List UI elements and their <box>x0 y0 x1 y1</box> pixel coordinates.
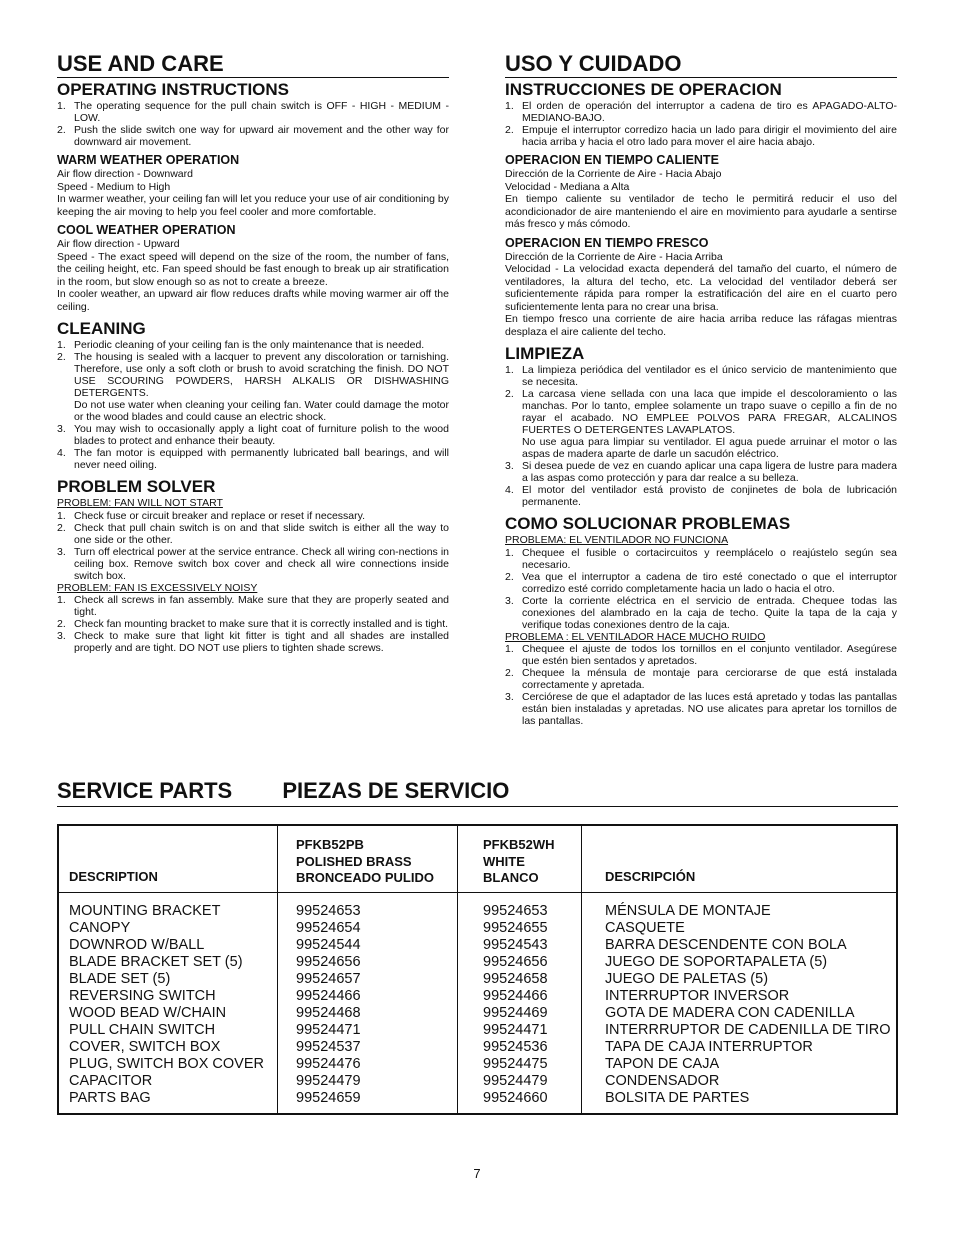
table-cell: INTERRRUPTOR DE CADENILLA DE TIRO <box>605 1022 891 1038</box>
table-cell: PULL CHAIN SWITCH <box>69 1022 216 1038</box>
list-item: 1. The operating sequence for the pull chain switch is OFF - HIGH - MEDIUM - LOW. <box>57 100 449 124</box>
table-cell: 99524654 <box>296 920 361 936</box>
caliente-direction: Dirección de la Corriente de Aire - Hacia Abajo <box>505 168 722 180</box>
cool-weather-heading: COOL WEATHER OPERATION <box>57 223 236 237</box>
operating-instructions-heading: OPERATING INSTRUCTIONS <box>57 80 290 99</box>
table-cell: 99524655 <box>483 920 548 936</box>
table-cell: BARRA DESCENDENTE CON BOLA <box>605 937 847 953</box>
spanish-column <box>505 52 897 727</box>
table-cell: TAPON DE CAJA <box>605 1056 720 1072</box>
instrucciones-heading: INSTRUCCIONES DE OPERACION <box>505 80 782 99</box>
table-cell: 99524653 <box>296 903 361 919</box>
problem-not-start: PROBLEM: FAN WILL NOT START <box>57 497 223 509</box>
descripcion-header: DESCRIPCIÓN <box>605 869 696 884</box>
cool-text: In cooler weather, an upward air flow reduces drafts while moving warmer air off the ceiling. <box>57 288 449 313</box>
list-item: 3. Corte la corriente eléctrica en el servicio de entrada. Chequee todas las conexiones del alambrado en la caja de techo. Quite la tapa de la caja y verifique todas conexiones dentro de la caja. <box>505 594 897 631</box>
list-item: 2. Vea que el interruptor a cadena de tiro esté conectado o que el interruptor corredizo esté corrido completamente hacia un lado o hacia el otro. <box>505 570 897 595</box>
table-cell: 99524658 <box>483 971 548 987</box>
wh-finish-es-header: BLANCO <box>483 870 539 885</box>
table-cell: 99524466 <box>483 988 548 1004</box>
operating-list <box>57 100 449 148</box>
table-cell: 99524536 <box>483 1039 548 1055</box>
wh-finish-header: WHITE <box>483 853 525 869</box>
table-cell: 99524476 <box>296 1056 361 1072</box>
english-column <box>57 52 449 654</box>
solucionar-problemas-heading: COMO SOLUCIONAR PROBLEMAS <box>505 514 791 533</box>
wh-cells <box>483 903 578 1107</box>
table-cell: 99524660 <box>483 1090 548 1106</box>
list-item: 2. La carcasa viene sellada con una laca que impide el descoloramiento o las manchas. Por lo tanto, emplee solamente un trapo suave o cepillo a fin de no rayar el acabado. NO EMPLEE POLVOS PARA FREGAR, ALCALINOS FUERTES O DETERGENTES LAVAPLATOS. No use agua para limpiar su ventilador. El agua puede arruinar el motor o las aspas de madera aparte de darle un sacudón eléctrico. <box>505 388 897 460</box>
page-number: 7 <box>473 1166 481 1181</box>
list-item: 2. Check fan mounting bracket to make sure that it is correctly installed and is tight. <box>57 618 449 630</box>
table-cell: CANOPY <box>69 920 131 936</box>
table-cell: CAPACITOR <box>69 1073 153 1089</box>
list-item: 2. Push the slide switch one way for upward air movement and the other way for downward air movement. <box>57 124 449 148</box>
cleaning-heading: CLEANING <box>57 319 146 338</box>
table-cell: COVER, SWITCH BOX <box>69 1039 221 1055</box>
use-and-care-title: USE AND CARE <box>57 52 449 78</box>
fresco-text: En tiempo fresco una corriente de aire hacia arriba reduce las ráfagas mientras desplaza el aire caliente del techo. <box>505 313 897 338</box>
table-cell: 99524656 <box>296 954 361 970</box>
list-item: 1. La limpieza periódica del ventilador es el único servicio de mantenimiento que se necesita. <box>505 364 897 388</box>
table-cell: GOTA DE MADERA CON CADENILLA <box>605 1005 855 1021</box>
wh-column <box>457 826 582 1113</box>
parts-table <box>57 824 898 1115</box>
table-cell: PARTS BAG <box>69 1090 151 1106</box>
cool-speed: Speed - The exact speed will depend on the size of the room, the number of fans, the ceiling height, etc. Fan speed should be fast enough to break up air stratification in the room, but slow enough so as not to create a breeze. <box>57 250 449 288</box>
warm-direction: Air flow direction - Downward <box>57 168 193 180</box>
list-item: 4. El motor del ventilador está provisto de conjinetes de bola de lubricación permanente. <box>505 484 897 508</box>
warm-text: In warmer weather, your ceiling fan will let you reduce your use of air conditioning by keeping the air moving to help you feel cooler and more comfortable. <box>57 193 449 218</box>
list-item: 2. Empuje el interruptor corredizo hacia un lado para dirigir el movimiento del aire hacia arriba y hacia el otro lado para mover el aire hacia abajo. <box>505 124 897 148</box>
table-cell: 99524657 <box>296 971 361 987</box>
table-cell: MÉNSULA DE MONTAJE <box>605 903 771 919</box>
list-item: 4. The fan motor is equipped with permanently lubricated ball bearings, and will never need oiling. <box>57 447 449 471</box>
table-cell: 99524466 <box>296 988 361 1004</box>
table-cell: 99524469 <box>483 1005 548 1021</box>
limpieza-heading: LIMPIEZA <box>505 344 585 363</box>
fresco-direction: Dirección de la Corriente de Aire - Hacia Arriba <box>505 250 723 263</box>
table-cell: 99524659 <box>296 1090 361 1106</box>
table-cell: 99524479 <box>296 1073 361 1089</box>
list-item: 2. The housing is sealed with a lacquer to prevent any discoloration or tarnishing. Therefore, use only a soft cloth or brush to avoid scratching the finish. DO NOT USE SCOURING POWDERS, HARSH ALKALIS OR DISHWASHING DETERGENTS. Do not use water when cleaning your ceiling fan. Water could damage the motor or the wood blades and could cause an electric shock. <box>57 351 449 423</box>
pb-finish-es-header: BRONCEADO PULIDO <box>296 870 434 885</box>
problema2-list <box>505 643 897 727</box>
tiempo-caliente-heading: OPERACION EN TIEMPO CALIENTE <box>505 153 719 167</box>
descripcion-cells <box>605 903 892 1107</box>
table-cell: REVERSING SWITCH <box>69 988 216 1004</box>
list-item: 1. Check fuse or circuit breaker and replace or reset if necessary. <box>57 509 366 522</box>
list-item: 2. Chequee la ménsula de montaje para cerciorarse de que está instalada correctamente y apretada. <box>505 667 897 691</box>
service-parts-title-en: SERVICE PARTS <box>57 778 233 803</box>
table-cell: CONDENSADOR <box>605 1073 720 1089</box>
warm-weather-heading: WARM WEATHER OPERATION <box>57 153 240 167</box>
description-header: DESCRIPTION <box>69 869 158 884</box>
list-item: 2. Check that pull chain switch is on and that slide switch is either all the way to one side or the other. <box>57 521 449 546</box>
list-item: 3. You may wish to occasionally apply a light coat of furniture polish to the wood blades to protect and enhance their beauty. <box>57 423 449 447</box>
service-parts-title-es: PIEZAS DE SERVICIO <box>282 778 510 803</box>
service-parts-title <box>57 778 898 807</box>
pb-finish-header: POLISHED BRASS <box>296 853 412 869</box>
table-cell: 99524656 <box>483 954 548 970</box>
table-cell: CASQUETE <box>605 920 685 936</box>
caliente-speed: Velocidad - Mediana a Alta <box>505 180 630 193</box>
list-item: 3. Cerciórese de que el adaptador de las luces está apretado y todas las pantallas están bien instaladas y apretadas. NO use alicates para apretar los tornillos de las pantallas. <box>505 691 897 727</box>
table-cell: BLADE BRACKET SET (5) <box>69 954 243 970</box>
fresco-speed: Velocidad - La velocidad exacta dependerá del tamaño del cuarto, el número de ventiladores, la altura del techo, etc. La velocidad del ventilador deberá ser suficientemente rápida para romper la estratificación del aire en el cuarto pero suficientemente lenta para no crear una brisa. <box>505 263 897 313</box>
cool-direction: Air flow direction - Upward <box>57 238 180 250</box>
list-item: 1. Check all screws in fan assembly. Make sure that they are properly seated and tight. <box>57 594 449 618</box>
table-cell: 99524544 <box>296 937 361 953</box>
caliente-text: En tiempo caliente su ventilador de techo le permitirá reducir el uso del acondicionador de aire manteniendo el aire en movimiento para ayudarle a sentirse más fresco y más cómodo. <box>505 193 897 230</box>
list-item: 1. Chequee el fusible o cortacircuitos y reemplácelo o reajústelo según sea necesario. <box>505 546 897 571</box>
table-cell: 99524471 <box>483 1022 548 1038</box>
pb-model-header: PFKB52PB <box>296 837 364 852</box>
problema1-list <box>505 547 897 631</box>
table-cell: JUEGO DE SOPORTAPALETA (5) <box>605 954 828 970</box>
problem2-list <box>57 594 449 654</box>
table-cell: 99524479 <box>483 1073 548 1089</box>
table-cell: 99524468 <box>296 1005 361 1021</box>
problema-no-funciona: PROBLEMA: EL VENTILADOR NO FUNCIONA <box>505 534 729 546</box>
table-cell: BLADE SET (5) <box>69 971 171 987</box>
table-cell: 99524475 <box>483 1056 548 1072</box>
cleaning-list <box>57 339 449 471</box>
table-cell: INTERRUPTOR INVERSOR <box>605 988 790 1004</box>
description-column <box>59 826 277 1113</box>
table-cell: 99524537 <box>296 1039 361 1055</box>
warm-speed: Speed - Medium to High <box>57 180 171 193</box>
operacion-list <box>505 100 897 148</box>
list-item: 1. El orden de operación del interruptor a cadena de tiro es APAGADO-ALTO-MEDIANO-BAJO. <box>505 100 897 124</box>
descripcion-column <box>581 826 896 1113</box>
problem-solver-heading: PROBLEM SOLVER <box>57 477 216 496</box>
problema-ruido: PROBLEMA : EL VENTILADOR HACE MUCHO RUIDO <box>505 630 766 643</box>
uso-y-cuidado-title: USO Y CUIDADO <box>505 52 897 78</box>
pb-cells <box>296 903 454 1107</box>
list-item: 1. Chequee el ajuste de todos los tornillos en el conjunto ventilador. Asegúrese que estén bien sentados y apretados. <box>505 643 897 667</box>
table-cell: JUEGO DE PALETAS (5) <box>605 971 769 987</box>
list-item: 3. Si desea puede de vez en cuando aplicar una capa ligera de lustre para madera a las aspas como protección y para dar realce a su belleza. <box>505 460 897 484</box>
table-cell: MOUNTING BRACKET <box>69 903 221 919</box>
list-item: 3. Check to make sure that light kit fitter is tight and all shades are installed properly and are tight. DO NOT use pliers to tighten shade screws. <box>57 630 449 654</box>
table-cell: 99524543 <box>483 937 548 953</box>
table-cell: PLUG, SWITCH BOX COVER <box>69 1056 264 1072</box>
table-cell: WOOD BEAD W/CHAIN <box>69 1005 227 1021</box>
list-item: 3. Turn off electrical power at the service entrance. Check all wiring con-nections in ceiling box. Remove switch box cover and check all wire connections inside switch box. <box>57 545 449 582</box>
wh-model-header: PFKB52WH <box>483 837 555 852</box>
tiempo-fresco-heading: OPERACION EN TIEMPO FRESCO <box>505 235 709 250</box>
pb-column <box>277 826 458 1113</box>
table-cell: TAPA DE CAJA INTERRUPTOR <box>605 1039 813 1055</box>
table-cell: DOWNROD W/BALL <box>69 937 205 953</box>
table-cell: 99524653 <box>483 903 548 919</box>
table-cell: BOLSITA DE PARTES <box>605 1090 750 1106</box>
problem1-list <box>57 510 449 582</box>
description-cells <box>69 903 273 1107</box>
limpieza-list <box>505 364 897 508</box>
problem-noisy: PROBLEM: FAN IS EXCESSIVELY NOISY <box>57 581 258 594</box>
table-cell: 99524471 <box>296 1022 361 1038</box>
list-item: 1. Periodic cleaning of your ceiling fan is the only maintenance that is needed. <box>57 339 425 351</box>
